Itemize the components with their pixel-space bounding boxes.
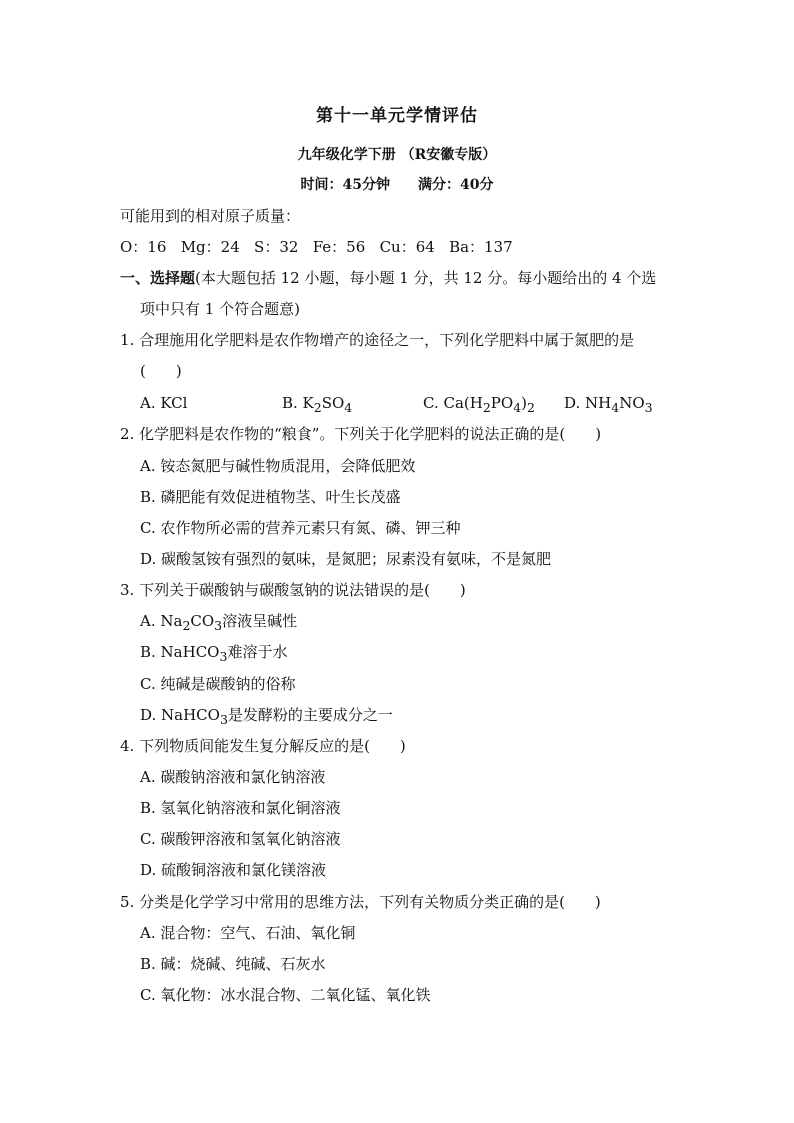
question-2-option-c: C. 农作物所必需的营养元素只有氮、磷、钾三种 — [140, 519, 461, 537]
section-title: 一、选择题 — [120, 269, 196, 287]
exam-meta — [0, 175, 794, 195]
atomic-mass-values: O：16 Mg：24 S：32 Fe：56 Cu：64 Ba：137 — [120, 238, 513, 256]
question-2-option-a: A. 铵态氮肥与碱性物质混用，会降低肥效 — [140, 457, 416, 475]
question-4-option-b: B. 氢氧化钠溶液和氯化铜溶液 — [140, 799, 341, 817]
question-1-stem: 1. 合理施用化学肥料是农作物增产的途径之一，下列化学肥料中属于氮肥的是 — [120, 331, 635, 349]
section-desc: (本大题包括 12 小题，每小题 1 分，共 12 分。每小题给出的 4 个选 — [195, 269, 657, 287]
question-3-option-d: D. NaHCO$_3$是发酵粉的主要成分之一 — [140, 706, 393, 727]
question-3-stem: 3. 下列关于碳酸钠与碳酸氢钠的说法错误的是( ) — [120, 581, 466, 599]
question-5-stem: 5. 分类是化学学习中常用的思维方法，下列有关物质分类正确的是( ) — [120, 893, 601, 911]
atomic-mass-label: 可能用到的相对原子质量： — [120, 207, 301, 225]
question-5-option-c: C. 氧化物：冰水混合物、二氧化锰、氧化铁 — [140, 986, 431, 1004]
exam-score: 满分：40分 — [418, 177, 494, 193]
question-5-option-b: B. 碱：烧碱、纯碱、石灰水 — [140, 955, 326, 973]
section-desc-cont: 项中只有 1 个符合题意) — [140, 300, 300, 318]
question-1-bracket: ( ) — [140, 362, 182, 380]
exam-time: 时间：45分钟 — [300, 177, 390, 193]
exam-subtitle: 九年级化学下册 （R安徽专版） — [297, 147, 497, 163]
question-2-option-d: D. 碳酸氢铵有强烈的氨味，是氮肥；尿素没有氨味，不是氮肥 — [140, 550, 552, 568]
question-4-option-c: C. 碳酸钾溶液和氢氧化钠溶液 — [140, 830, 341, 848]
question-3-option-a: A. $Na_2CO_3$溶液呈碱性 — [140, 612, 298, 633]
question-2-option-b: B. 磷肥能有效促进植物茎、叶生长茂盛 — [140, 488, 401, 506]
question-4-option-a: A. 碳酸钠溶液和氯化钠溶液 — [140, 768, 326, 786]
section-heading — [120, 268, 656, 288]
question-3-option-b: B. NaHCO$_3$难溶于水 — [140, 643, 288, 664]
exam-title: 第十一单元学情评估 — [316, 106, 478, 126]
question-4-stem: 4. 下列物质间能发生复分解反应的是( ) — [120, 737, 406, 755]
question-4-option-d: D. 硫酸铜溶液和氯化镁溶液 — [140, 861, 327, 879]
question-5-option-a: A. 混合物：空气、石油、氧化铜 — [140, 924, 356, 942]
question-2-stem: 2. 化学肥料是农作物的“粮食”。下列关于化学肥料的说法正确的是( ) — [120, 425, 602, 443]
question-1-option-b: B. $K_2SO_4$ — [282, 394, 353, 415]
question-1-option-a: A. KCl — [140, 394, 188, 412]
question-3-option-c: C. 纯碱是碳酸钠的俗称 — [140, 675, 296, 693]
question-1-option-d: D. $NH_4NO_3$ — [564, 394, 653, 415]
question-1-option-c: C. $Ca(H_2PO_4)_2$ — [423, 394, 535, 415]
